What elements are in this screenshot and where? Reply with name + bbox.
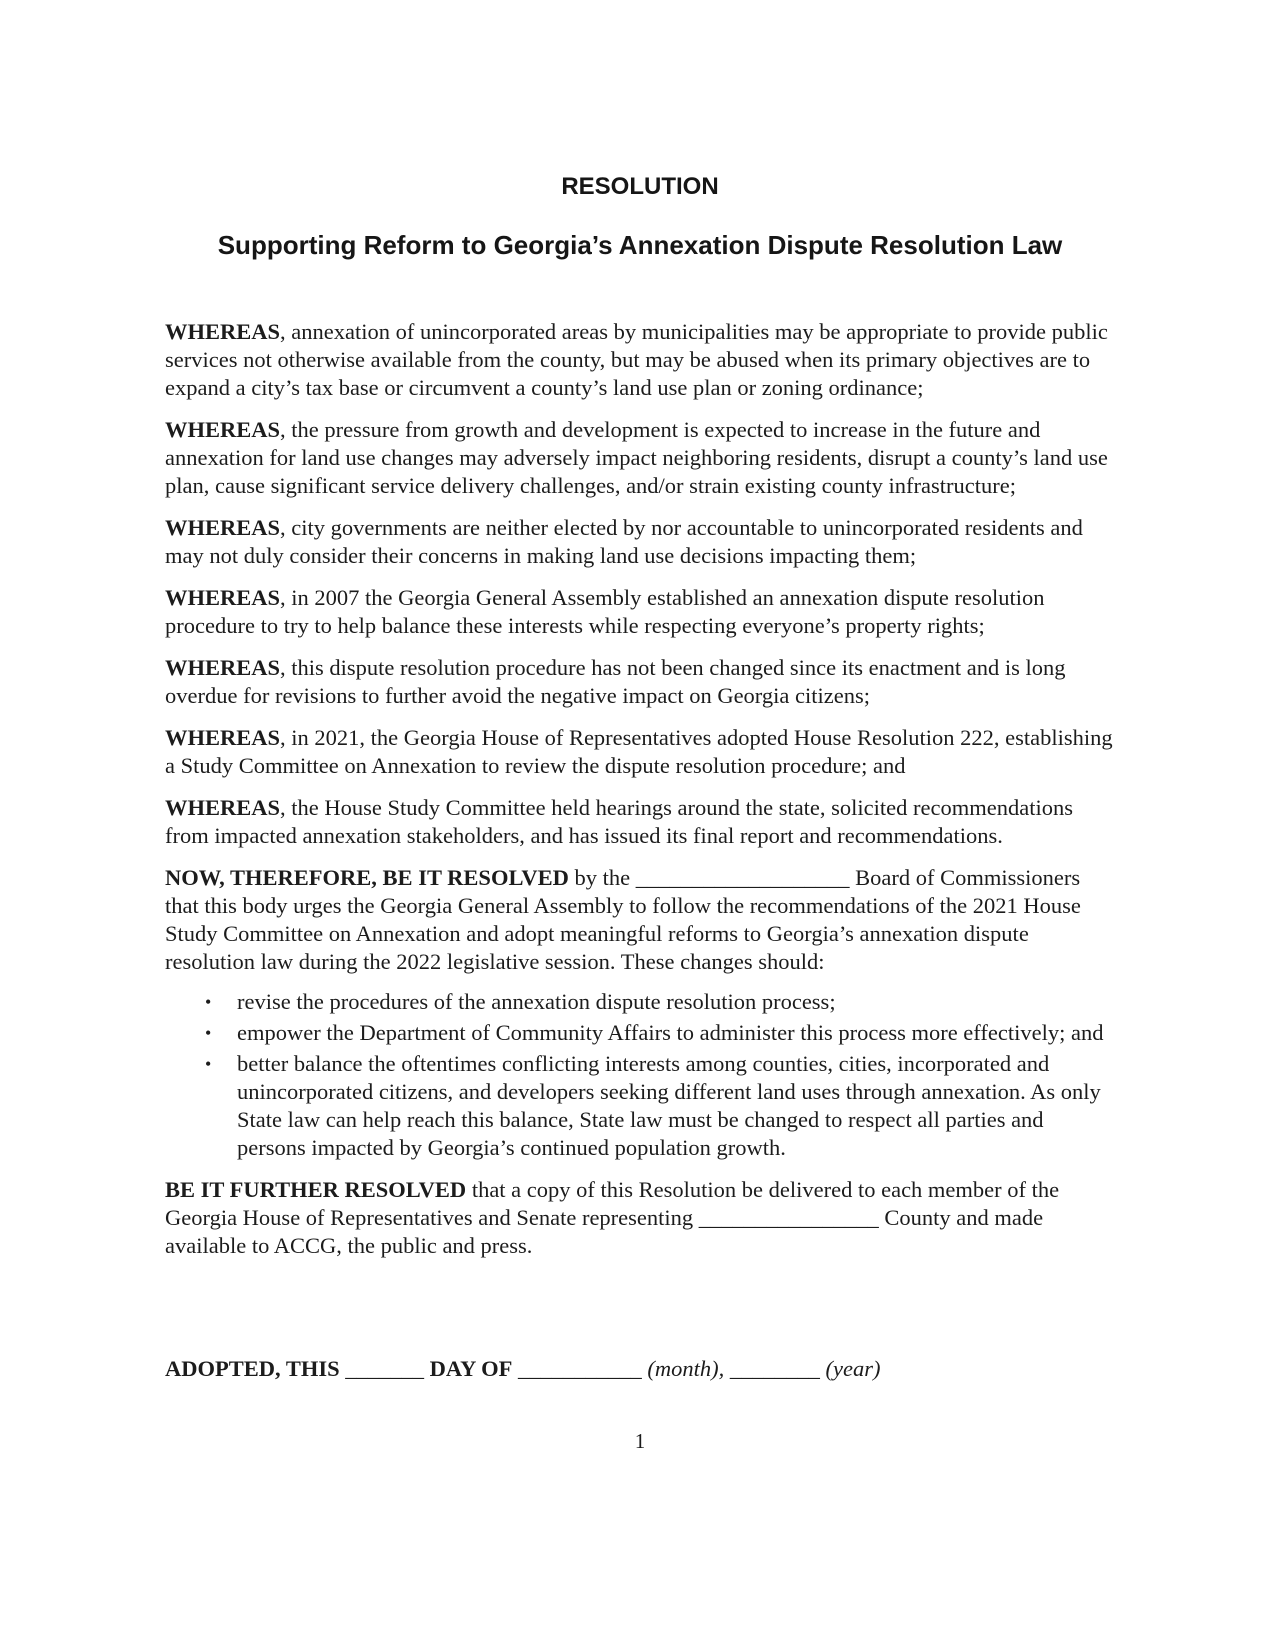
page-number: 1 bbox=[634, 1429, 646, 1453]
changes-bullet-list bbox=[165, 988, 1115, 1162]
whereas-lead: WHEREAS bbox=[165, 795, 281, 820]
whereas-lead: WHEREAS bbox=[165, 725, 281, 750]
further-resolved-lead: BE IT FURTHER RESOLVED bbox=[165, 1177, 467, 1202]
further-resolved-paragraph bbox=[165, 1176, 1115, 1260]
whereas-paragraph-2 bbox=[165, 416, 1115, 500]
whereas-paragraph-3 bbox=[165, 514, 1115, 570]
whereas-lead: WHEREAS bbox=[165, 585, 281, 610]
resolved-lead: NOW, THEREFORE, BE IT RESOLVED bbox=[165, 865, 569, 890]
month-label: (month), bbox=[647, 1356, 725, 1381]
document-title: RESOLUTION bbox=[561, 173, 719, 200]
paragraph-text: Board of Commissioners that this body urges the Georgia General Assembly to follow the recommendations of the 2021 House Study Committee on Annexation and adopt meaningful reforms to Georgia’s annexation dispute resolution law during the 2022 legislative session. These changes should: bbox=[165, 865, 1081, 974]
bullet-text: revise the procedures of the annexation dispute resolution process; bbox=[237, 989, 836, 1014]
paragraph-text: County and made available to ACCG, the public and press. bbox=[165, 1205, 1044, 1258]
blank-line-year: ________ bbox=[729, 1356, 820, 1381]
whereas-paragraph-5 bbox=[165, 654, 1115, 710]
paragraph-text: , city governments are neither elected by nor accountable to unincorporated residents and may not duly consider their concerns in making land use decisions impacting them; bbox=[165, 515, 1083, 568]
paragraph-text: , the pressure from growth and development is expected to increase in the future and annexation for land use changes may adversely impact neighboring residents, disrupt a county’s land use plan, cause significant service delivery challenges, and/or strain existing county infrastructure; bbox=[165, 417, 1108, 498]
bullet-item bbox=[205, 1019, 1115, 1047]
bullet-icon: • bbox=[205, 1054, 212, 1074]
whereas-lead: WHEREAS bbox=[165, 515, 281, 540]
whereas-lead: WHEREAS bbox=[165, 655, 281, 680]
bullet-text: empower the Department of Community Affairs to administer this process more effectively; and bbox=[237, 1020, 1104, 1045]
whereas-paragraph-1 bbox=[165, 318, 1115, 402]
paragraph-text: , the House Study Committee held hearings around the state, solicited recommendations from impacted annexation stakeholders, and has issued its final report and recommendations. bbox=[165, 795, 1073, 848]
adopted-lead: ADOPTED, THIS bbox=[165, 1356, 340, 1381]
blank-line-day: _______ bbox=[345, 1356, 425, 1381]
whereas-paragraph-4 bbox=[165, 584, 1115, 640]
whereas-lead: WHEREAS bbox=[165, 417, 281, 442]
paragraph-text: that a copy of this Resolution be delivered to each member of the Georgia House of Representatives and Senate representing bbox=[165, 1177, 1060, 1230]
paragraph-text: by the bbox=[568, 865, 636, 890]
paragraph-text: , in 2021, the Georgia House of Representatives adopted House Resolution 222, establishing a Study Committee on Annexation to review the dispute resolution procedure; and bbox=[165, 725, 1113, 778]
whereas-paragraph-6 bbox=[165, 724, 1115, 780]
resolved-paragraph bbox=[165, 864, 1115, 976]
blank-line-month: ___________ bbox=[517, 1356, 642, 1381]
whereas-paragraph-7 bbox=[165, 794, 1115, 850]
document-subtitle: Supporting Reform to Georgia’s Annexation Dispute Resolution Law bbox=[217, 230, 1063, 260]
day-of-label: DAY OF bbox=[429, 1356, 513, 1381]
paragraph-text: , this dispute resolution procedure has not been changed since its enactment and is long overdue for revisions to further avoid the negative impact on Georgia citizens; bbox=[165, 655, 1066, 708]
adopted-line bbox=[165, 1355, 1115, 1383]
bullet-icon: • bbox=[205, 1023, 212, 1043]
year-label: (year) bbox=[825, 1356, 881, 1381]
whereas-lead: WHEREAS bbox=[165, 319, 281, 344]
bullet-icon: • bbox=[205, 992, 212, 1012]
paragraph-text: , annexation of unincorporated areas by municipalities may be appropriate to provide public services not otherwise available from the county, but may be abused when its primary objectives are to expand a city’s tax base or circumvent a county’s land use plan or zoning ordinance; bbox=[165, 319, 1108, 400]
bullet-item bbox=[205, 1050, 1115, 1162]
blank-line-county: ________________ bbox=[698, 1205, 879, 1230]
blank-line-commissioners: ___________________ bbox=[635, 865, 850, 890]
bullet-text: better balance the oftentimes conflicting interests among counties, cities, incorporated and unincorporated citizens, and developers seeking different land uses through annexation. As only State law can help reach this balance, State law must be changed to respect all parties and persons impacted by Georgia’s continued population growth. bbox=[237, 1051, 1101, 1160]
bullet-item bbox=[205, 988, 1115, 1016]
paragraph-text: , in 2007 the Georgia General Assembly established an annexation dispute resolution procedure to try to help balance these interests while respecting everyone’s property rights; bbox=[165, 585, 1045, 638]
